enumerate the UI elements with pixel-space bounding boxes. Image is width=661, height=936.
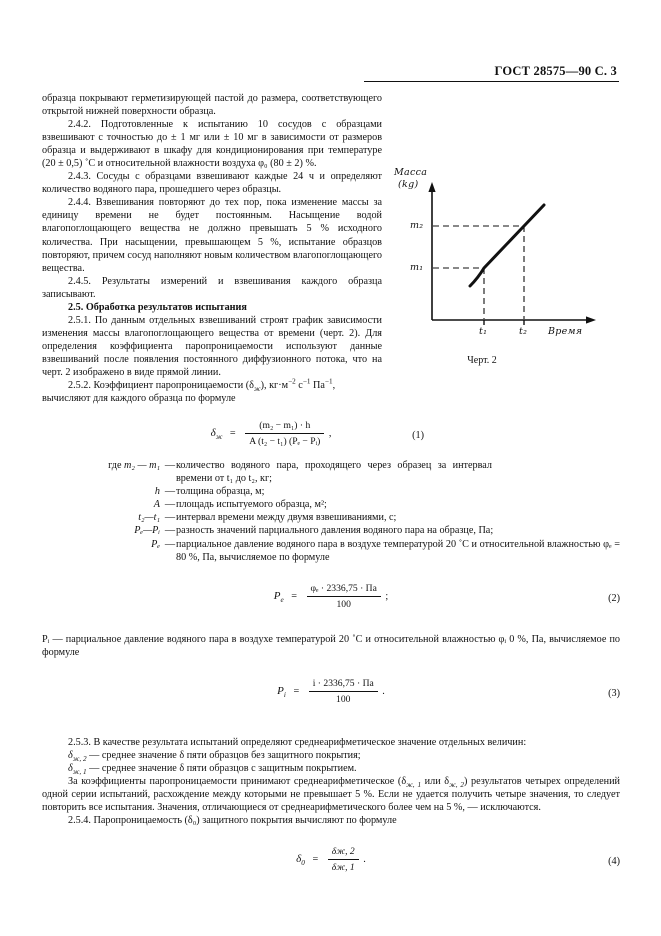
p254-sub1: ж, 1 xyxy=(406,781,422,790)
p252-text-e: , xyxy=(332,380,336,392)
figure-caption: Черт. 2 xyxy=(467,355,497,366)
formula-3-numerator: i · 2336,75 · Па xyxy=(309,677,378,692)
formula-2-fraction xyxy=(307,582,381,611)
formula-2-denominator: 100 xyxy=(336,598,351,610)
formula-1-fraction xyxy=(245,419,324,448)
spacer xyxy=(42,405,620,419)
chart-xtick-t1: t₁ xyxy=(479,326,488,337)
definition-row-P xyxy=(42,524,620,537)
formula-3-number: (3) xyxy=(608,687,620,699)
formula-4-numerator: δж, 2 xyxy=(328,845,359,860)
formula-4-number: (4) xyxy=(608,856,620,868)
p253-b-rest: — среднее значение δ пяти образцов с защитным покрытием. xyxy=(86,762,357,774)
chart-ytick-m2: m₂ xyxy=(410,220,424,231)
formula-1-row xyxy=(42,419,620,448)
formula-4-tail: . xyxy=(363,854,366,866)
formula-2 xyxy=(42,582,620,611)
formula-3 xyxy=(42,677,620,706)
formula-2-number: (2) xyxy=(608,592,620,604)
paragraph-Pi-definition: Pᵢ — парциальное давление водяного пара в воздухе температурой 20 ˚С и относительной влажностью φᵢ 0 %, Па, вычисляемое по формуле xyxy=(42,633,620,658)
formula-4-lhs: $\delta_0$ xyxy=(296,853,305,868)
document-body xyxy=(42,92,620,874)
definition-row-A xyxy=(42,498,620,511)
definition-value-Pe: парциальное давление водяного пара в воздухе температурой 20 ˚С и относительной влажностью φₑ = 80 %, Па, вычисляемое по формуле xyxy=(176,538,620,563)
definition-value-P: разность значений парциального давления водяного пара на образце, Па; xyxy=(176,525,494,537)
spacer xyxy=(42,827,620,845)
formula-4-denominator: δж, 1 xyxy=(331,862,355,874)
definition-key-P: Pₑ—Pᵢ xyxy=(134,525,160,537)
formula-3-row xyxy=(42,677,620,706)
definition-value-t: интервал времени между двумя взвешиваниями, с; xyxy=(176,512,397,524)
definition-key-A: A xyxy=(153,499,160,511)
formula-2-lhs: $P_e$ xyxy=(273,589,284,604)
figure-block xyxy=(392,167,620,366)
paragraph-2-5-1: 2.5.1. По данным отдельных взвешиваний строят график зависимости изменения массы влагопоглощающего вещества от времени (черт. 2). Для определения коэффициента паропроницаемости используют данные взвешиваний после появления постоянного диффузионного потока, что на черт. 2 изображено в виде прямой линии. xyxy=(42,314,382,378)
spacer xyxy=(42,611,620,633)
formula-4 xyxy=(42,845,620,874)
section-heading-2-5: 2.5. Обработка результатов испытания xyxy=(68,301,247,313)
formula-1-equals: = xyxy=(229,428,236,440)
p254-post: ) результатов четырех определений одной серии испытаний, расхождение между которыми не превышает 5 %. Если не удается получить четыре значения, то следует повторить все испытания. Значения, отличающиеся от среднеарифметического более чем на 5 %, — исключаются. xyxy=(42,776,620,814)
definition-key-h: h xyxy=(154,486,160,498)
definition-row-Pe xyxy=(42,538,620,564)
formula-3-lhs: $P_i$ xyxy=(277,684,286,699)
p253-a-rest: — среднее значение δ пяти образцов без защитного покрытия; xyxy=(86,749,361,761)
chart-xtick-t2: t₂ xyxy=(519,326,528,337)
standard-header-title: ГОСТ 28575—90 С. 3 xyxy=(494,64,617,78)
formula-3-denominator: 100 xyxy=(336,693,351,705)
formula-3-tail: . xyxy=(382,685,385,697)
formula-4-row xyxy=(42,845,620,874)
definition-row-m xyxy=(42,459,620,485)
definition-key-t: t₂—t₁ xyxy=(138,512,160,524)
p252-sup3: −1 xyxy=(324,377,333,386)
chart-ylabel-line2: (kg) xyxy=(398,179,419,190)
p252-sup1: −2 xyxy=(288,377,296,386)
p252-text-c: с xyxy=(295,380,303,392)
p254-pre: За коэффициенты паропроницаемости принимают среднеарифметическое (δ xyxy=(68,776,407,788)
chart-ytick-m1: m₁ xyxy=(410,262,424,273)
formula-4-fraction xyxy=(328,845,359,874)
formula-1-denominator: A (t₂ − t₁) (Pₑ − Pᵢ) xyxy=(249,436,321,448)
paragraph-intro: образца покрывают герметизирующей пастой до размера, соответствующего открытой нижней поверхности образца. xyxy=(42,93,382,118)
mass-vs-time-chart xyxy=(392,168,620,328)
paragraph-2-5-2-line2: вычисляют для каждого образца по формуле xyxy=(42,393,236,405)
p252-text-d: Па xyxy=(310,380,325,392)
definition-dash: — xyxy=(164,512,176,524)
formula-3-equals: = xyxy=(293,685,300,697)
formula-1-tail: , xyxy=(328,428,332,440)
paragraph-2-4-5: 2.4.5. Результаты измерений и взвешивания каждого образца записывают. xyxy=(42,275,382,300)
paragraph-2-5-3-item-a xyxy=(42,749,620,762)
definition-value-A: площадь испытуемого образца, м²; xyxy=(176,499,327,511)
definition-key-m: где m₂ — m₁ xyxy=(108,460,160,472)
p252-text-b: ), кг·м xyxy=(260,380,289,392)
definition-row-t xyxy=(42,511,620,524)
paragraph-2-4-3: 2.4.3. Сосуды с образцами взвешивают каждые 24 ч и определяют количество водяного пара, прошедшего через образцы. xyxy=(42,171,382,196)
p254-mid: или δ xyxy=(421,776,450,788)
formula-1-numerator: (m₂ − m₁) · h xyxy=(245,419,324,434)
definition-dash: — xyxy=(164,538,176,550)
formula-3-fraction xyxy=(309,677,378,706)
paragraph-2-4-4: 2.4.4. Взвешивания повторяют до тех пор, пока изменение массы за единицу времени не будет постоянным. Насыщение водой влагопоглощающего вещества не должно превышать 5 % исходного количества. При насыщении, превышающем 5 %, испытание образцов повторяют, причем сосуд наполняют новым количеством влагопоглощающего вещества. xyxy=(42,197,382,274)
header-rule xyxy=(364,81,619,82)
paragraph-2-5-4: 2.5.4. Паропроницаемость (δ₀) защитного покрытия вычисляют по формуле xyxy=(68,815,397,827)
p252-sub: ж xyxy=(253,385,261,394)
paragraph-2-5-2 xyxy=(42,379,414,392)
formula-1-lhs: $\delta_ж$ xyxy=(210,427,223,442)
definition-value-h: толщина образца, м; xyxy=(176,486,265,498)
figure-chart xyxy=(392,167,620,337)
spacer xyxy=(42,564,620,582)
p254-sub2: ж, 2 xyxy=(449,781,464,790)
spacer xyxy=(42,706,620,736)
definition-row-h xyxy=(42,485,620,498)
chart-ylabel-line1: Масса xyxy=(394,167,428,178)
p252-sup2: −1 xyxy=(302,377,311,386)
formula-2-equals: = xyxy=(291,590,297,602)
paragraph-2-5-3: 2.5.3. В качестве результата испытаний определяют среднеарифметическое значение отдельных величин: xyxy=(68,736,527,748)
paragraph-2-5-3-note xyxy=(42,775,620,814)
paragraph-2-5-3-item-b xyxy=(42,762,620,775)
p252-text-a: 2.5.2. Коэффициент паропроницаемости (δ xyxy=(68,380,254,392)
definition-key-Pe: Pₑ xyxy=(151,538,160,550)
definition-dash: — xyxy=(164,460,176,472)
symbol-definitions xyxy=(42,459,620,563)
formula-2-row xyxy=(42,582,620,611)
formula-4-equals: = xyxy=(312,854,319,866)
paragraph-2-4-2: 2.4.2. Подготовленные к испытанию 10 сосудов с образцами взвешивают с точностью до ± 1 мг или ± 10 мг в зависимости от размеров образца и выдерживают в шкафу для кондиционирования при температуре (20 ± 0,5) ˚С и относительной влажности воздуха φ₀ (80 ± 2) %. xyxy=(42,119,382,170)
delta-w1-symbol: $\delta_{ж, 1}$ xyxy=(68,762,87,776)
definition-dash: — xyxy=(164,486,176,498)
chart-xlabel: Время xyxy=(548,326,583,337)
formula-2-tail: ; xyxy=(385,590,389,602)
definition-dash: — xyxy=(164,525,176,537)
page-header xyxy=(42,62,619,80)
formula-2-numerator: φₑ · 2336,75 · Па xyxy=(307,582,381,597)
formula-1 xyxy=(42,419,620,448)
delta-w2-symbol: $\delta_{ж, 2}$ xyxy=(68,749,87,763)
spacer xyxy=(42,448,620,458)
formula-1-number: (1) xyxy=(412,430,424,442)
definition-dash: — xyxy=(164,499,176,511)
spacer xyxy=(42,659,620,677)
definition-value-m: количество водяного пара, проходящего через образец за интервал времени от t₁ до t₂, кг; xyxy=(176,460,492,485)
